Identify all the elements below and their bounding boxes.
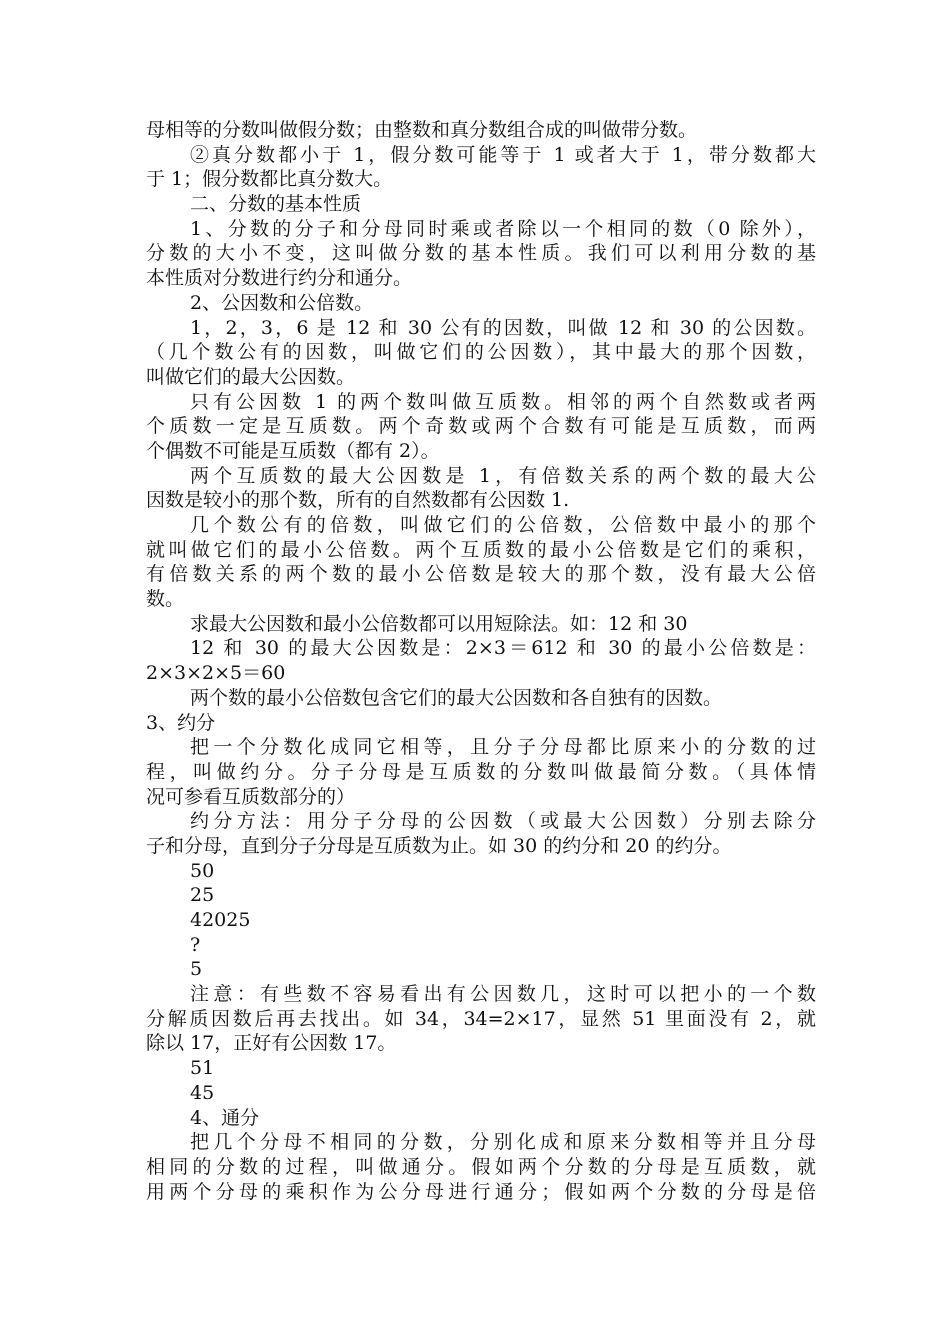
text-line: ? — [190, 933, 201, 956]
text-line: 分解质因数后再去找出。如 34，34=2×17，显然 51 里面没有 2，就 — [146, 1007, 816, 1030]
text-line: 12 和 30 的最大公因数是：2×3＝612 和 30 的最小公倍数是： — [190, 637, 816, 660]
text-line: 求最大公因数和最小公倍数都可以用短除法。如：12 和 30 — [190, 612, 688, 635]
document-page — [146, 118, 816, 1204]
text-line: 有倍数关系的两个数的最小公倍数是较大的那个数，没有最大公倍 — [146, 563, 816, 586]
text-line: 叫做它们的最大公因数。 — [146, 365, 356, 388]
text-line: 母相等的分数叫做假分数；由整数和真分数组合成的叫做带分数。 — [146, 119, 698, 141]
text-line: 4、通分 — [190, 1106, 260, 1129]
text-line: 25 — [190, 884, 215, 907]
text-line: 就叫做它们的最小公倍数。两个互质数的最小公倍数是它们的乘积， — [146, 538, 816, 561]
text-line: 45 — [190, 1081, 215, 1104]
text-line: 1，2，3，6 是 12 和 30 公有的因数，叫做 12 和 30 的公因数。 — [190, 316, 816, 339]
text-line: 42025 — [190, 909, 251, 931]
text-line: 分数的大小不变，这叫做分数的基本性质。我们可以利用分数的基 — [146, 242, 816, 265]
text-line: 除以 17，正好有公因数 17。 — [146, 1032, 397, 1055]
text-line: 3、约分 — [146, 711, 216, 734]
text-line: 程，叫做约分。分子分母是互质数的分数叫做最简分数。（具体情 — [146, 760, 816, 783]
text-line: （几个数公有的因数，叫做它们的公因数），其中最大的那个因数， — [146, 341, 816, 364]
text-line: 个偶数不可能是互质数（都有 2）。 — [146, 439, 440, 462]
text-line: 把几个分母不相同的分数，分别化成和原来分数相等并且分母 — [190, 1131, 816, 1154]
text-line: 于 1；假分数都比真分数大。 — [146, 168, 393, 191]
text-line: 况可参看互质数部分的） — [146, 785, 356, 808]
text-line: 2、公因数和公倍数。 — [190, 291, 374, 314]
text-line: ②真分数都小于 1，假分数可能等于 1 或者大于 1，带分数都大 — [190, 143, 816, 166]
text-line: 二、分数的基本性质 — [190, 193, 362, 216]
text-line: 因数是较小的那个数，所有的自然数都有公因数 1. — [146, 489, 570, 512]
text-line: 5 — [190, 958, 203, 981]
text-line: 用两个分母的乘积作为公分母进行通分；假如两个分数的分母是倍 — [146, 1180, 816, 1203]
text-line: 个质数一定是互质数。两个奇数或两个合数有可能是互质数，而两 — [146, 415, 816, 438]
text-line: 约分方法：用分子分母的公因数（或最大公因数）分别去除分 — [190, 810, 816, 833]
text-line: 只有公因数 1 的两个数叫做互质数。相邻的两个自然数或者两 — [190, 390, 816, 413]
text-line: 50 — [190, 859, 215, 882]
text-line: 2×3×2×5＝60 — [146, 662, 286, 685]
text-line: 注意：有些数不容易看出有公因数几，这时可以把小的一个数 — [190, 983, 816, 1006]
text-line: 本性质对分数进行约分和通分。 — [146, 267, 413, 290]
text-line: 子和分母，直到分子分母是互质数为止。如 30 的约分和 20 的约分。 — [146, 834, 732, 857]
text-line: 几个数公有的倍数，叫做它们的公倍数，公倍数中最小的那个 — [190, 514, 816, 536]
text-line: 两个互质数的最大公因数是 1，有倍数关系的两个数的最大公 — [190, 464, 816, 487]
text-line: 两个数的最小公倍数包含它们的最大公因数和各自独有的因数。 — [190, 686, 723, 709]
text-line: 把一个分数化成同它相等，且分子分母都比原来小的分数的过 — [190, 736, 816, 759]
text-line: 相同的分数的过程，叫做通分。假如两个分数的分母是互质数，就 — [146, 1155, 816, 1178]
text-line: 1、分数的分子和分母同时乘或者除以一个相同的数（0 除外）， — [190, 217, 816, 240]
text-line: 数。 — [146, 588, 185, 611]
text-line: 51 — [190, 1057, 215, 1080]
